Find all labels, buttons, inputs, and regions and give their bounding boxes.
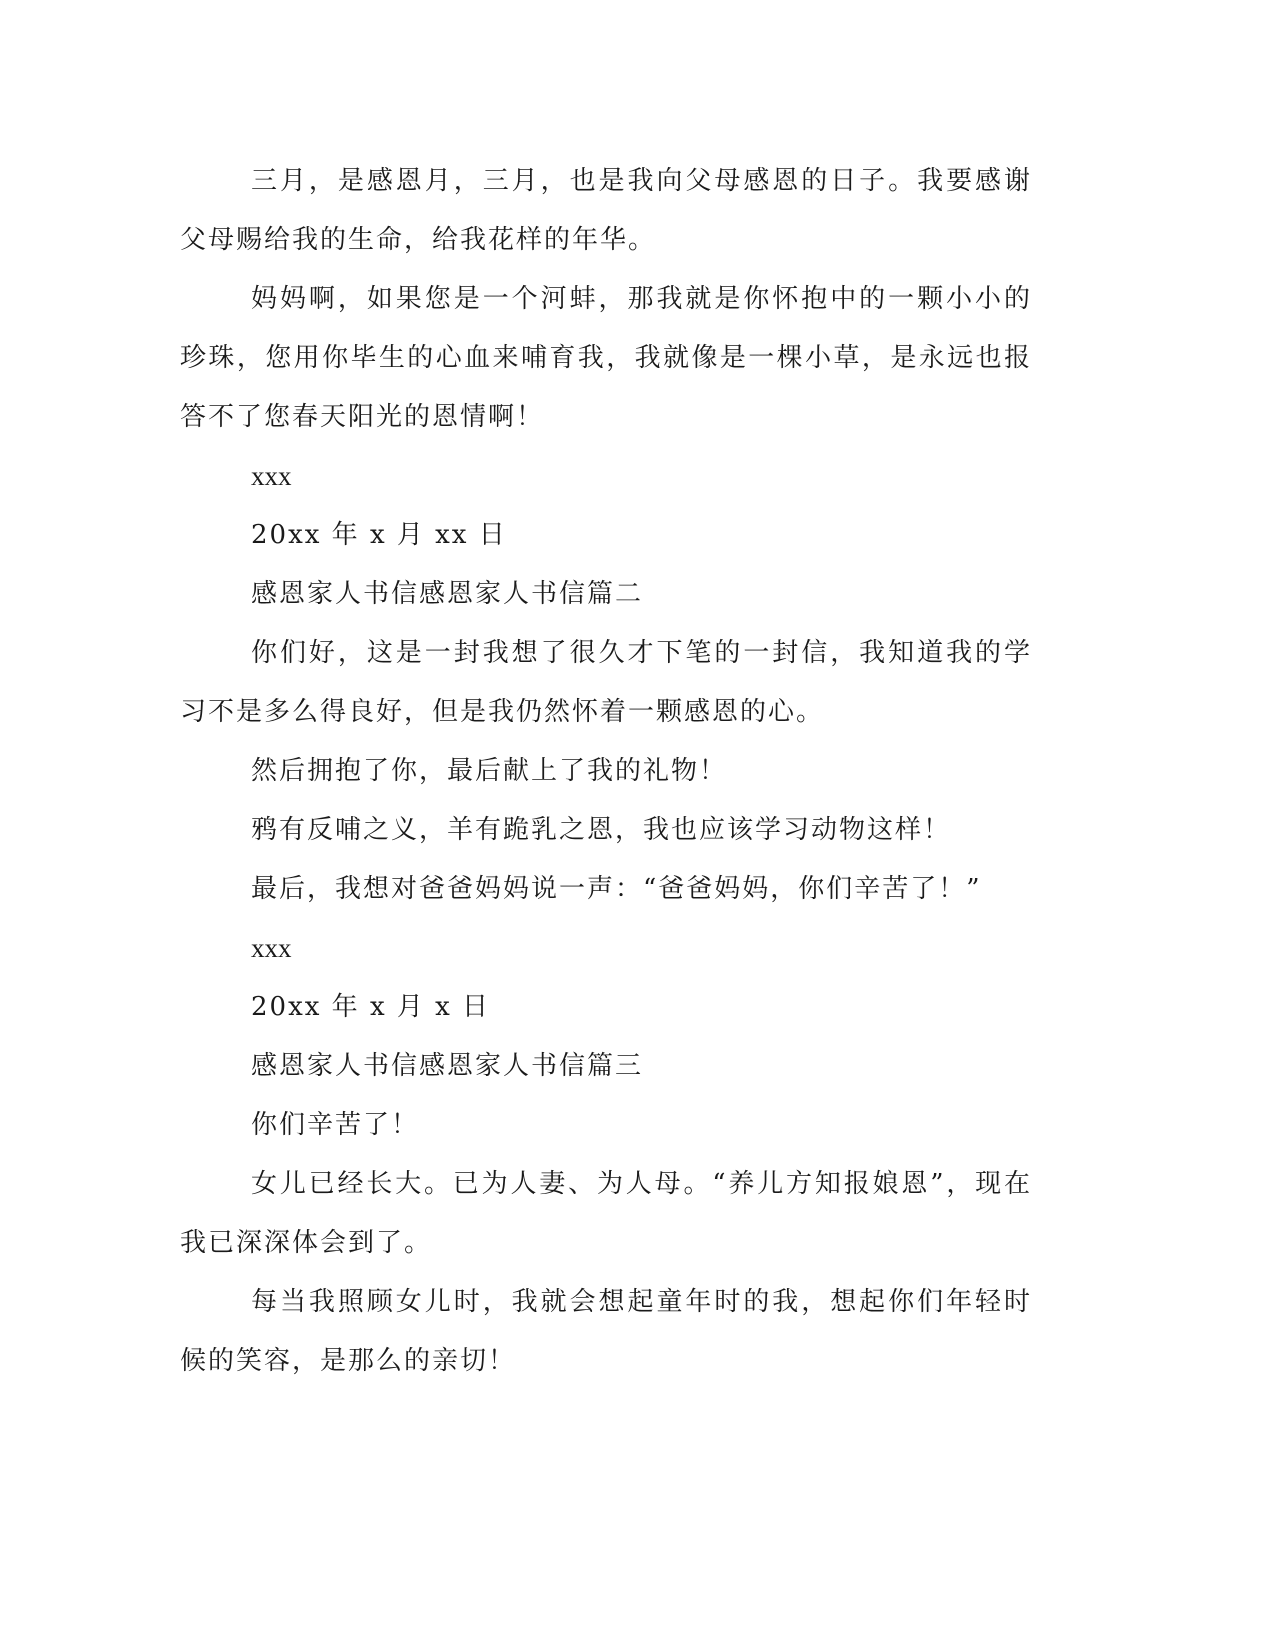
document-body	[180, 152, 1032, 1391]
signature-name-two: xxx	[251, 933, 292, 963]
signature-name: xxx	[251, 461, 292, 491]
paragraph-march-gratitude: 三月，是感恩月，三月，也是我向父母感恩的日子。我要感谢父母赐给我的生命，给我花样的年华。	[180, 166, 1032, 255]
paragraph-caring-daughter: 每当我照顾女儿时，我就会想起童年时的我，想起你们年轻时候的笑容，是那么的亲切！	[180, 1287, 1032, 1376]
section-title-part-three: 感恩家人书信感恩家人书信篇三	[251, 1051, 644, 1081]
paragraph-final-words: 最后，我想对爸爸妈妈说一声：“爸爸妈妈，你们辛苦了！”	[251, 874, 982, 904]
paragraph-mother-pearl: 妈妈啊，如果您是一个河蚌，那我就是你怀抱中的一颗小小的珍珠，您用你毕生的心血来哺育我，我就像是一棵小草，是永远也报答不了您春天阳光的恩情啊！	[180, 284, 1032, 432]
signature-date: 20xx 年 x 月 xx 日	[251, 520, 507, 550]
section-title-part-two: 感恩家人书信感恩家人书信篇二	[251, 579, 644, 609]
paragraph-crow-lamb: 鸦有反哺之义，羊有跪乳之恩，我也应该学习动物这样！	[251, 815, 952, 845]
paragraph-hug-gift: 然后拥抱了你，最后献上了我的礼物！	[251, 756, 728, 786]
paragraph-letter-opening: 你们好，这是一封我想了很久才下笔的一封信，我知道我的学习不是多么得良好，但是我仍然怀着一颗感恩的心。	[180, 638, 1032, 727]
paragraph-you-worked-hard: 你们辛苦了！	[251, 1110, 420, 1140]
signature-date-two: 20xx 年 x 月 x 日	[251, 992, 491, 1022]
paragraph-daughter-grown: 女儿已经长大。已为人妻、为人母。“养儿方知报娘恩”，现在我已深深体会到了。	[180, 1169, 1032, 1258]
